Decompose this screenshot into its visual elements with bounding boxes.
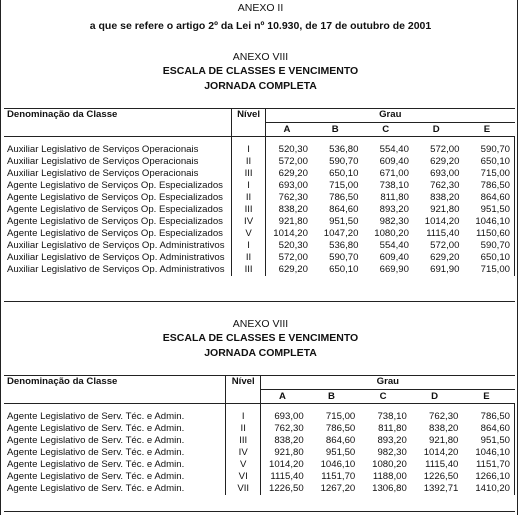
grade-value-cell: 572,00 bbox=[430, 240, 460, 251]
class-name-cell: Agente Legislativo de Serv. Téc. e Admin. bbox=[7, 423, 185, 434]
class-name-cell: Agente Legislativo de Serv. Téc. e Admin. bbox=[7, 471, 185, 482]
grade-value-cell: 1266,10 bbox=[462, 471, 514, 483]
table2-annex: ANEXO VIII bbox=[232, 318, 289, 330]
grade-value-cell: 1080,20 bbox=[372, 459, 407, 470]
grade-value-cell: 650,10 bbox=[329, 264, 359, 275]
grade-value-cell: 921,80 bbox=[430, 204, 460, 215]
grade-value-cell: 786,50 bbox=[329, 192, 359, 203]
grade-value-cell: 893,20 bbox=[377, 435, 407, 446]
grade-value-cell: 1306,80 bbox=[372, 483, 407, 494]
grade-value-cell: 629,20 bbox=[278, 168, 308, 179]
table-row bbox=[4, 447, 515, 459]
grade-value-cell: 715,00 bbox=[463, 168, 514, 180]
class-name-cell: Agente Legislativo de Serv. Téc. e Admin. bbox=[7, 459, 185, 470]
salary-table-1 bbox=[4, 108, 515, 276]
table-row bbox=[4, 156, 515, 168]
table1-col-class: Denominação da Classe bbox=[4, 109, 232, 137]
salary-table-2 bbox=[4, 375, 515, 495]
table2-bottom-rule bbox=[4, 511, 515, 512]
table-row bbox=[4, 192, 515, 204]
level-cell: III bbox=[232, 264, 266, 276]
right-border bbox=[517, 0, 518, 515]
table2-col-level: Nível bbox=[226, 376, 261, 404]
grade-value-cell: 864,60 bbox=[463, 192, 514, 204]
class-name-cell: Auxiliar Legislativo de Serviços Op. Administrativos bbox=[7, 252, 225, 263]
grade-value-cell: 554,40 bbox=[379, 240, 409, 251]
grade-value-cell: 811,80 bbox=[380, 192, 409, 203]
grade-value-cell: 786,50 bbox=[463, 180, 514, 192]
class-name-cell: Agente Legislativo de Serviços Op. Especializados bbox=[7, 216, 223, 227]
level-cell: V bbox=[226, 459, 261, 471]
grade-value-cell: 650,10 bbox=[329, 168, 359, 179]
grade-value-cell: 669,90 bbox=[379, 264, 409, 275]
grade-value-cell: 921,80 bbox=[274, 447, 304, 458]
grade-value-cell: 650,10 bbox=[463, 252, 514, 264]
level-cell: I bbox=[232, 144, 266, 156]
grade-value-cell: 1226,50 bbox=[423, 471, 459, 482]
grade-value-cell: 1014,20 bbox=[273, 228, 308, 239]
grade-value-cell: 1115,40 bbox=[270, 471, 304, 482]
table-row bbox=[4, 411, 515, 423]
grade-value-cell: 951,50 bbox=[329, 216, 359, 227]
class-name-cell: Agente Legislativo de Serv. Téc. e Admin. bbox=[7, 435, 185, 446]
grade-value-cell: 590,70 bbox=[463, 144, 514, 156]
table2-subtitle: JORNADA COMPLETA bbox=[204, 347, 317, 359]
grade-value-cell: 554,40 bbox=[379, 144, 409, 155]
level-cell: III bbox=[232, 168, 266, 180]
grade-value-cell: 520,30 bbox=[278, 144, 308, 155]
grade-value-cell: 1151,70 bbox=[321, 471, 356, 482]
grade-value-cell: 609,40 bbox=[379, 156, 409, 167]
table2-grade-e: E bbox=[462, 390, 514, 404]
level-cell: I bbox=[232, 240, 266, 252]
grade-value-cell: 982,30 bbox=[379, 216, 409, 227]
left-border bbox=[0, 0, 1, 515]
grade-value-cell: 715,00 bbox=[325, 411, 356, 422]
level-cell: II bbox=[226, 423, 261, 435]
class-name-cell: Agente Legislativo de Serviços Op. Especializados bbox=[7, 204, 223, 215]
grade-value-cell: 1410,20 bbox=[462, 483, 514, 495]
table1-subtitle: JORNADA COMPLETA bbox=[204, 80, 317, 92]
grade-value-cell: 951,50 bbox=[462, 435, 514, 447]
grade-value-cell: 951,50 bbox=[463, 204, 514, 216]
class-name-cell: Agente Legislativo de Serv. Téc. e Admin. bbox=[7, 447, 185, 458]
grade-value-cell: 1046,10 bbox=[463, 216, 514, 228]
table2-header-row bbox=[4, 376, 515, 390]
grade-value-cell: 629,20 bbox=[430, 252, 460, 263]
level-cell: VI bbox=[226, 471, 261, 483]
table-row bbox=[4, 240, 515, 252]
grade-value-cell: 786,50 bbox=[325, 423, 356, 434]
grade-value-cell: 838,20 bbox=[274, 435, 304, 446]
level-cell: III bbox=[232, 204, 266, 216]
grade-value-cell: 893,20 bbox=[379, 204, 409, 215]
table-row bbox=[4, 459, 515, 471]
grade-value-cell: 951,50 bbox=[325, 447, 356, 458]
level-cell: I bbox=[226, 411, 261, 423]
grade-value-cell: 921,80 bbox=[429, 435, 459, 446]
grade-value-cell: 838,20 bbox=[430, 192, 460, 203]
table2-title: ESCALA DE CLASSES E VENCIMENTO bbox=[162, 332, 359, 344]
table-row bbox=[4, 168, 515, 180]
table1-grade-d: D bbox=[413, 123, 464, 137]
grade-value-cell: 1150,60 bbox=[463, 228, 514, 240]
table2-grade-a: A bbox=[261, 390, 308, 404]
grade-value-cell: 921,80 bbox=[278, 216, 308, 227]
class-name-cell: Agente Legislativo de Serv. Téc. e Admin. bbox=[7, 411, 185, 422]
grade-value-cell: 691,90 bbox=[430, 264, 460, 275]
spacer-row bbox=[4, 137, 515, 145]
grade-value-cell: 629,20 bbox=[278, 264, 308, 275]
class-name-cell: Auxiliar Legislativo de Serviços Op. Administrativos bbox=[7, 264, 225, 275]
grade-value-cell: 1047,20 bbox=[323, 228, 359, 239]
grade-value-cell: 1392,71 bbox=[423, 483, 459, 494]
grade-value-cell: 1115,40 bbox=[425, 459, 459, 470]
grade-value-cell: 738,10 bbox=[377, 411, 407, 422]
grade-value-cell: 811,80 bbox=[378, 423, 407, 434]
level-cell: II bbox=[232, 252, 266, 264]
grade-value-cell: 982,30 bbox=[377, 447, 407, 458]
table2-grade-b: B bbox=[308, 390, 360, 404]
grade-value-cell: 864,60 bbox=[462, 423, 514, 435]
class-name-cell: Agente Legislativo de Serviços Op. Especializados bbox=[7, 192, 223, 203]
grade-value-cell: 572,00 bbox=[278, 156, 308, 167]
class-name-cell: Agente Legislativo de Serviços Op. Especializados bbox=[7, 228, 223, 239]
grade-value-cell: 693,00 bbox=[430, 168, 460, 179]
grade-value-cell: 1226,50 bbox=[269, 483, 304, 494]
grade-value-cell: 572,00 bbox=[430, 144, 460, 155]
law-reference: a que se refere o artigo 2º da Lei nº 10.930, de 17 de outubro de 2001 bbox=[89, 20, 432, 32]
table2-grade-c: C bbox=[359, 390, 411, 404]
class-name-cell: Agente Legislativo de Serviços Op. Especializados bbox=[7, 180, 223, 191]
grade-value-cell: 738,10 bbox=[379, 180, 409, 191]
table-row bbox=[4, 144, 515, 156]
table-row bbox=[4, 216, 515, 228]
annex-ii-heading: ANEXO II bbox=[237, 2, 284, 14]
grade-value-cell: 715,00 bbox=[463, 264, 514, 276]
table1-bottom-rule bbox=[4, 301, 515, 302]
grade-value-cell: 1046,10 bbox=[320, 459, 356, 470]
class-name-cell: Auxiliar Legislativo de Serviços Operacionais bbox=[7, 168, 199, 179]
table1-grade-e: E bbox=[463, 123, 514, 137]
level-cell: IV bbox=[226, 447, 261, 459]
grade-value-cell: 762,30 bbox=[429, 411, 459, 422]
table-row bbox=[4, 204, 515, 216]
grade-value-cell: 1014,20 bbox=[423, 447, 459, 458]
grade-value-cell: 693,00 bbox=[274, 411, 304, 422]
grade-value-cell: 762,30 bbox=[278, 192, 308, 203]
table-row bbox=[4, 264, 515, 276]
level-cell: III bbox=[226, 435, 261, 447]
grade-value-cell: 1080,20 bbox=[374, 228, 409, 239]
grade-value-cell: 590,70 bbox=[329, 252, 359, 263]
level-cell: V bbox=[232, 228, 266, 240]
level-cell: IV bbox=[232, 216, 266, 228]
grade-value-cell: 864,60 bbox=[329, 204, 359, 215]
table2-grade-d: D bbox=[411, 390, 463, 404]
grade-value-cell: 838,20 bbox=[429, 423, 459, 434]
table-row bbox=[4, 423, 515, 435]
grade-value-cell: 715,00 bbox=[329, 180, 359, 191]
grade-value-cell: 762,30 bbox=[274, 423, 304, 434]
table-row bbox=[4, 180, 515, 192]
grade-value-cell: 1188,00 bbox=[372, 471, 407, 482]
class-name-cell: Agente Legislativo de Serv. Téc. e Admin. bbox=[7, 483, 185, 494]
table-row bbox=[4, 471, 515, 483]
table-row bbox=[4, 483, 515, 495]
class-name-cell: Auxiliar Legislativo de Serviços Op. Administrativos bbox=[7, 240, 225, 251]
table1-col-level: Nível bbox=[232, 109, 266, 137]
table-row bbox=[4, 228, 515, 240]
grade-value-cell: 762,30 bbox=[430, 180, 460, 191]
grade-value-cell: 520,30 bbox=[278, 240, 308, 251]
table-row bbox=[4, 435, 515, 447]
table1-grade-c: C bbox=[362, 123, 413, 137]
grade-value-cell: 786,50 bbox=[462, 411, 514, 423]
level-cell: II bbox=[232, 156, 266, 168]
table1-grade-a: A bbox=[266, 123, 312, 137]
grade-value-cell: 838,20 bbox=[278, 204, 308, 215]
level-cell: II bbox=[232, 192, 266, 204]
table1-body bbox=[4, 137, 515, 277]
grade-value-cell: 629,20 bbox=[430, 156, 460, 167]
class-name-cell: Auxiliar Legislativo de Serviços Operacionais bbox=[7, 144, 199, 155]
grade-value-cell: 1267,20 bbox=[320, 483, 356, 494]
grade-value-cell: 572,00 bbox=[278, 252, 308, 263]
grade-value-cell: 1046,10 bbox=[462, 447, 514, 459]
grade-value-cell: 864,60 bbox=[325, 435, 356, 446]
grade-value-cell: 650,10 bbox=[463, 156, 514, 168]
grade-value-cell: 1115,40 bbox=[426, 228, 460, 239]
grade-value-cell: 536,80 bbox=[329, 144, 359, 155]
spacer-row bbox=[4, 404, 515, 412]
grade-value-cell: 536,80 bbox=[329, 240, 359, 251]
grade-value-cell: 693,00 bbox=[278, 180, 308, 191]
table2-col-grade: Grau bbox=[261, 376, 515, 390]
table2-col-class: Denominação da Classe bbox=[4, 376, 226, 404]
level-cell: I bbox=[232, 180, 266, 192]
table1-col-grade: Grau bbox=[266, 109, 515, 123]
grade-value-cell: 590,70 bbox=[463, 240, 514, 252]
table1-title: ESCALA DE CLASSES E VENCIMENTO bbox=[162, 65, 359, 77]
grade-value-cell: 609,40 bbox=[379, 252, 409, 263]
table1-header-row bbox=[4, 109, 515, 123]
table-row bbox=[4, 252, 515, 264]
grade-value-cell: 1014,20 bbox=[269, 459, 304, 470]
level-cell: VII bbox=[226, 483, 261, 495]
grade-value-cell: 671,00 bbox=[379, 168, 409, 179]
table2-body bbox=[4, 404, 515, 496]
table1-grade-b: B bbox=[312, 123, 363, 137]
grade-value-cell: 1014,20 bbox=[424, 216, 460, 227]
grade-value-cell: 1151,70 bbox=[462, 459, 514, 471]
grade-value-cell: 590,70 bbox=[329, 156, 359, 167]
class-name-cell: Auxiliar Legislativo de Serviços Operacionais bbox=[7, 156, 199, 167]
table1-annex: ANEXO VIII bbox=[232, 51, 289, 63]
